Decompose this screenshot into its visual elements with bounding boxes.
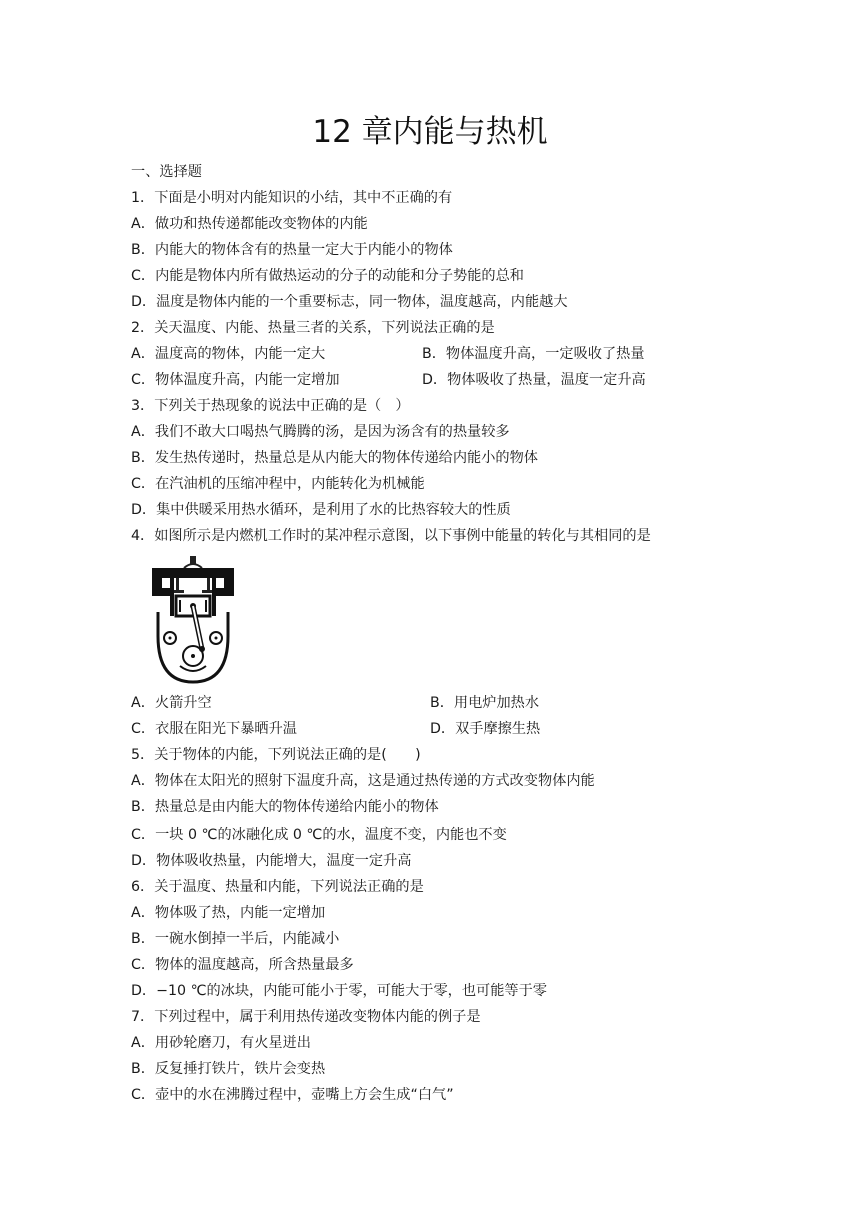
q3-option-a: A．我们不敢大口喝热气腾腾的汤，是因为汤含有的热量较多 — [131, 424, 510, 440]
q1-option-b: B．内能大的物体含有的热量一定大于内能小的物体 — [131, 242, 453, 258]
q2-option-b: B．物体温度升高，一定吸收了热量 — [422, 346, 645, 362]
q6-option-d: D．−10 ℃的冰块，内能可能小于零，可能大于零，也可能等于零 — [131, 983, 547, 999]
q5-option-a: A．物体在太阳光的照射下温度升高，这是通过热传递的方式改变物体内能 — [131, 773, 595, 789]
section-heading: 一、选择题 — [131, 164, 202, 180]
q6-option-a: A．物体吸了热，内能一定增加 — [131, 905, 326, 921]
spark-plug — [190, 556, 196, 564]
q2-option-d: D．物体吸收了热量，温度一定升高 — [422, 372, 646, 388]
q6-stem: 6．关于温度、热量和内能，下列说法正确的是 — [131, 879, 424, 895]
q1-option-a: A．做功和热传递都能改变物体的内能 — [131, 216, 368, 232]
q3-option-b: B．发生热传递时，热量总是从内能大的物体传递给内能小的物体 — [131, 450, 538, 466]
q3-option-d: D．集中供暖采用热水循环，是利用了水的比热容较大的性质 — [131, 502, 511, 518]
q1-option-c: C．内能是物体内所有做热运动的分子的动能和分子势能的总和 — [131, 268, 524, 284]
q4-stem: 4．如图所示是内燃机工作时的某冲程示意图，以下事例中能量的转化与其相同的是 — [131, 528, 651, 544]
q3-option-c: C．在汽油机的压缩冲程中，内能转化为机械能 — [131, 476, 425, 492]
q1-stem: 1．下面是小明对内能知识的小结，其中不正确的有 — [131, 190, 453, 206]
q4-option-d: D．双手摩擦生热 — [430, 721, 541, 737]
q7-stem: 7．下列过程中，属于利用热传递改变物体内能的例子是 — [131, 1009, 481, 1025]
q4-option-a: A．火箭升空 — [131, 695, 212, 711]
q5-stem: 5．关于物体的内能，下列说法正确的是( ) — [131, 747, 421, 763]
q1-option-d: D．温度是物体内能的一个重要标志，同一物体，温度越高，内能越大 — [131, 294, 568, 310]
q3-stem: 3．下列关于热现象的说法中正确的是（ ） — [131, 398, 410, 414]
q4-option-c: C．衣服在阳光下暴晒升温 — [131, 721, 297, 737]
q7-option-c: C．壶中的水在沸腾过程中，壶嘴上方会生成“白气” — [131, 1087, 454, 1103]
q5-option-d: D．物体吸收热量，内能增大，温度一定升高 — [131, 853, 412, 869]
q5-option-c: C．一块 0 ℃的冰融化成 0 ℃的水，温度不变，内能也不变 — [131, 827, 507, 843]
q2-stem: 2．关天温度、内能、热量三者的关系，下列说法正确的是 — [131, 320, 495, 336]
q2-option-a: A．温度高的物体，内能一定大 — [131, 346, 326, 362]
q6-option-c: C．物体的温度越高，所含热量最多 — [131, 957, 354, 973]
exhaust-valve — [207, 578, 210, 592]
page-title: 12 章内能与热机 — [312, 114, 548, 150]
q4-option-b: B．用电炉加热水 — [430, 695, 540, 711]
q7-option-a: A．用砂轮磨刀，有火星迸出 — [131, 1035, 311, 1051]
q2-option-c: C．物体温度升高，内能一定增加 — [131, 372, 340, 388]
engine-cylinder-diagram — [150, 556, 236, 686]
q7-option-b: B．反复捶打铁片，铁片会变热 — [131, 1061, 326, 1077]
intake-valve — [176, 578, 179, 592]
q5-option-b: B．热量总是由内能大的物体传递给内能小的物体 — [131, 799, 439, 815]
q6-option-b: B．一碗水倒掉一半后，内能减小 — [131, 931, 340, 947]
